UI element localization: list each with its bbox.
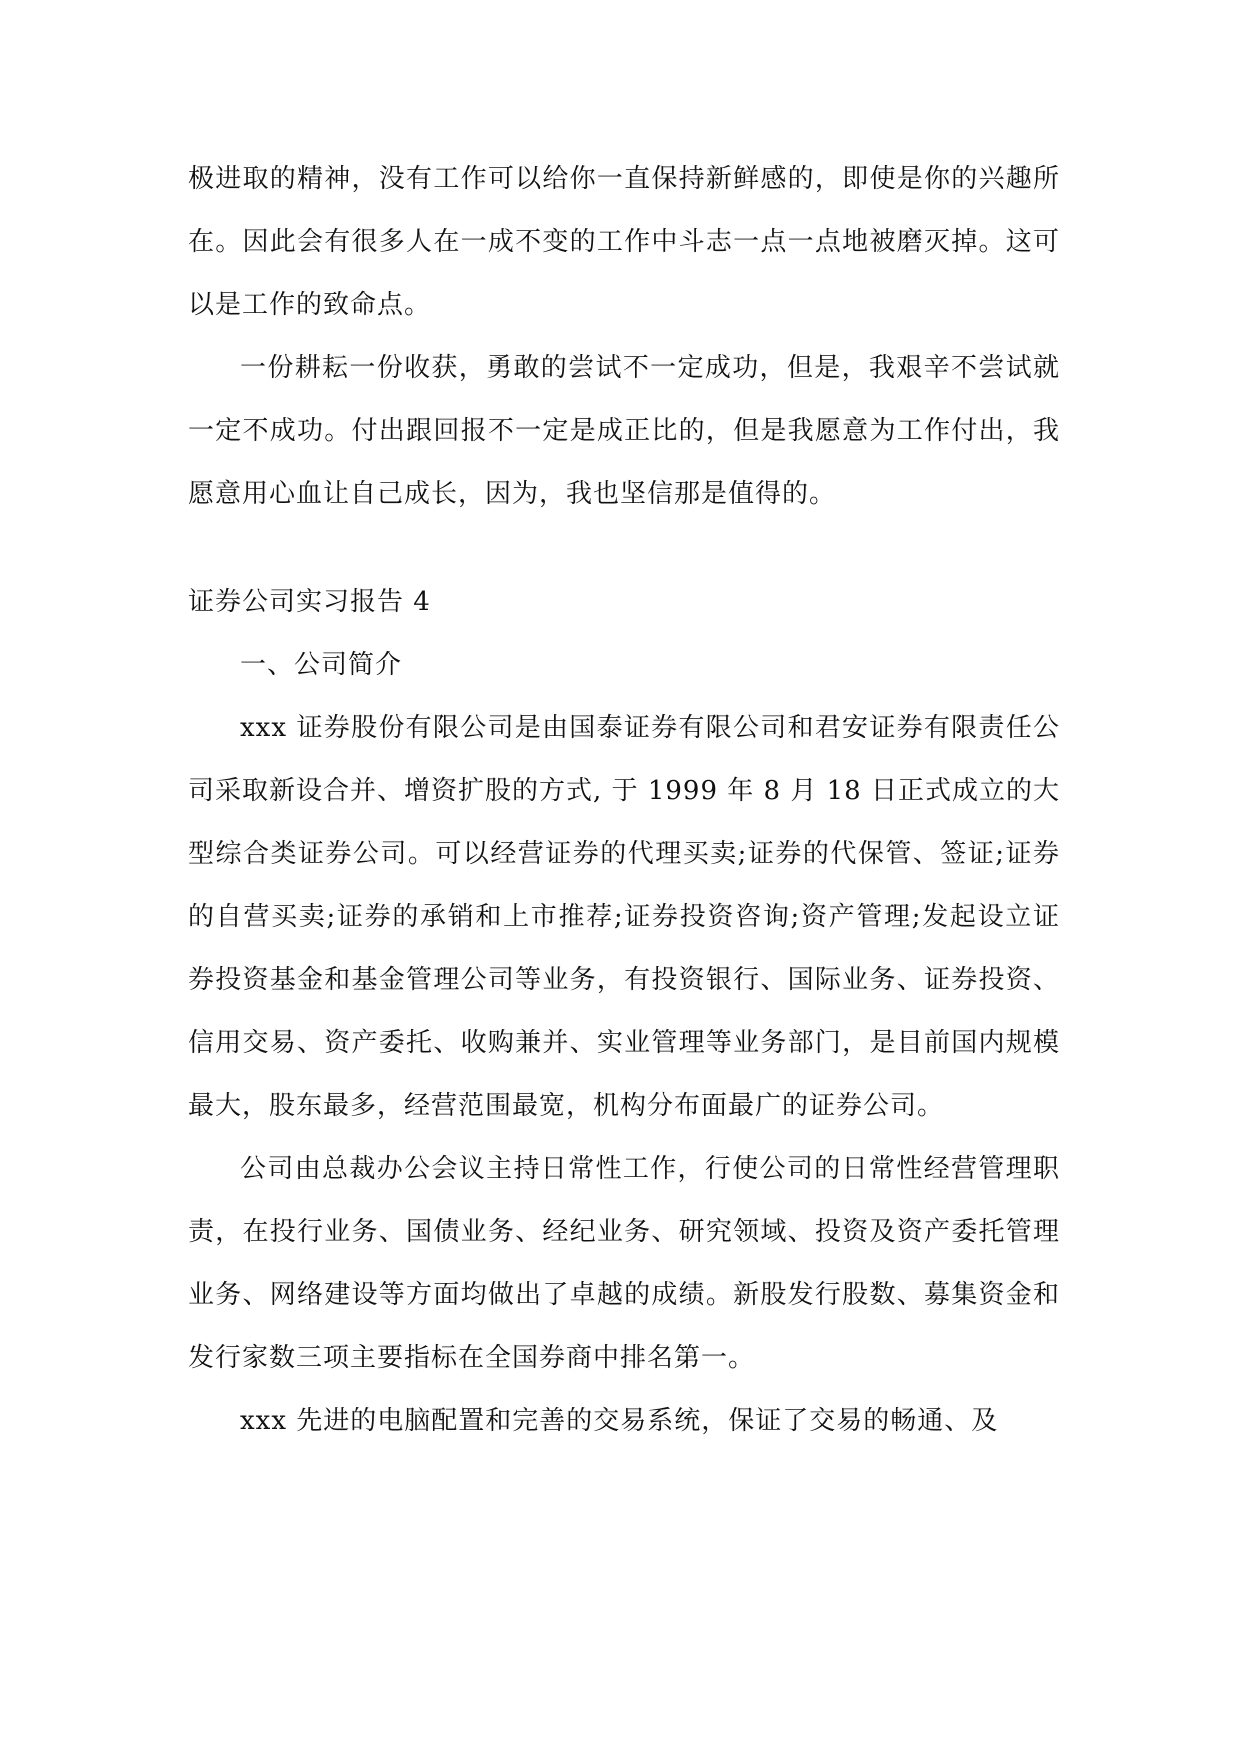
- section-heading-company-profile: 一、公司简介: [240, 650, 403, 680]
- section-spacer: [188, 526, 1060, 571]
- document-body: [188, 148, 1060, 1453]
- report-title: 证券公司实习报告 4: [188, 587, 431, 617]
- paragraph-effort-reward: 一份耕耘一份收获，勇敢的尝试不一定成功，但是，我艰辛不尝试就一定不成功。付出跟回报不一定是成正比的，但是我愿意为工作付出，我愿意用心血让自己成长，因为，我也坚信那是值得的。: [188, 353, 1060, 509]
- paragraph-continuation: 极进取的精神，没有工作可以给你一直保持新鲜感的，即使是你的兴趣所在。因此会有很多人在一成不变的工作中斗志一点一点地被磨灭掉。这可以是工作的致命点。: [188, 164, 1060, 320]
- paragraph-company-description: xxx 证券股份有限公司是由国泰证券有限公司和君安证券有限责任公司采取新设合并、增资扩股的方式, 于 1999 年 8 月 18 日正式成立的大型综合类证券公司。可以经营证券的代理买卖;证券的代保管、签证;证券的自营买卖;证券的承销和上市推荐;证券投资咨询;资产管理;发起设立证券投资基金和基金管理公司等业务，有投资银行、国际业务、证券投资、信用交易、资产委托、收购兼并、实业管理等业务部门，是目前国内规模最大，股东最多，经营范围最宽，机构分布面最广的证券公司。: [188, 713, 1060, 1121]
- paragraph-trading-system: xxx 先进的电脑配置和完善的交易系统，保证了交易的畅通、及: [240, 1406, 999, 1436]
- paragraph-management-performance: 公司由总裁办公会议主持日常性工作，行使公司的日常性经营管理职责，在投行业务、国债业务、经纪业务、研究领域、投资及资产委托管理业务、网络建设等方面均做出了卓越的成绩。新股发行股数、募集资金和发行家数三项主要指标在全国券商中排名第一。: [188, 1154, 1060, 1373]
